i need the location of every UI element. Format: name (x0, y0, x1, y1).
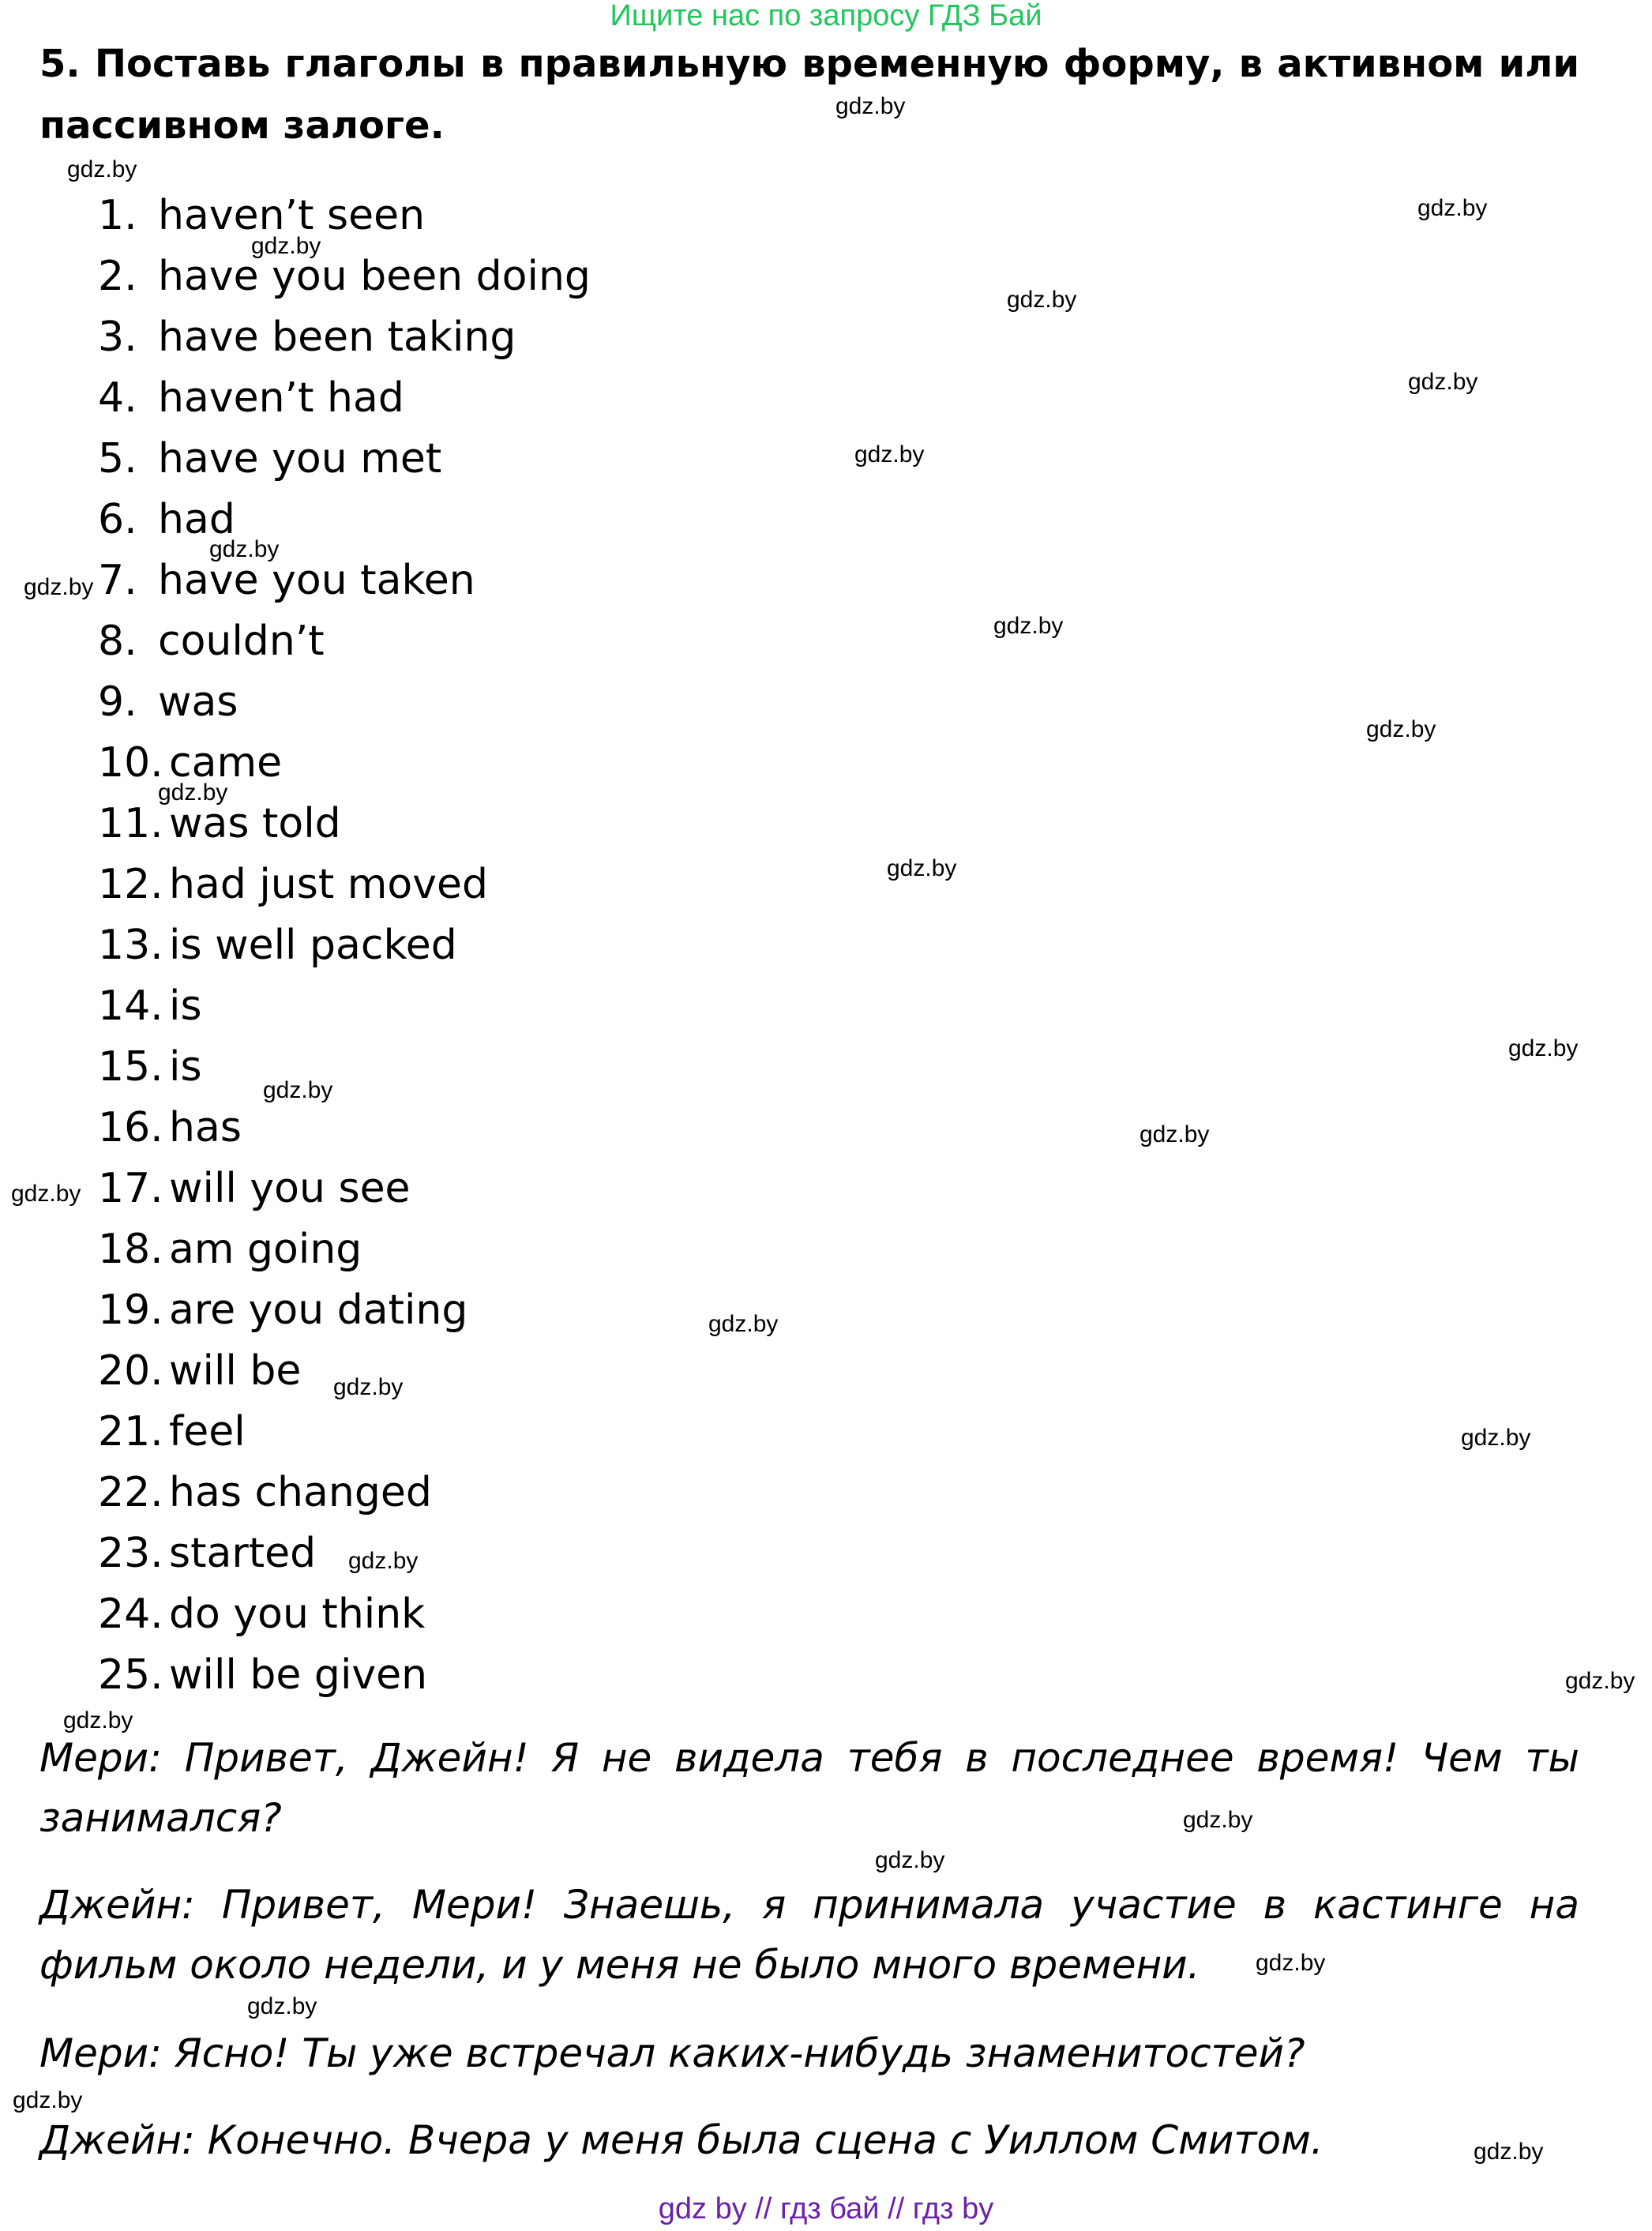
answer-text: had (158, 496, 235, 543)
answer-text: haven’t had (158, 374, 404, 422)
answer-item (98, 1098, 591, 1159)
watermark: gdz.by (251, 233, 321, 259)
watermark: gdz.by (1461, 1425, 1531, 1451)
answer-item (98, 672, 591, 733)
watermark: gdz.by (13, 2087, 83, 2113)
answer-number: 3. (98, 314, 137, 361)
answer-number: 8. (98, 618, 137, 665)
watermark: gdz.by (708, 1311, 779, 1337)
answer-item (98, 1402, 591, 1463)
watermark: gdz.by (1508, 1035, 1579, 1061)
answer-text: has (169, 1104, 242, 1151)
answer-text: have been taking (158, 314, 516, 361)
answer-text: have you been doing (158, 253, 591, 300)
answer-number: 23. (98, 1530, 163, 1577)
watermark: gdz.by (1474, 2139, 1544, 2165)
answer-number: 9. (98, 678, 137, 726)
watermark: gdz.by (158, 779, 228, 806)
answer-number: 4. (98, 374, 137, 422)
watermark: gdz.by (63, 1707, 133, 1733)
watermark: gdz.by (1256, 1950, 1326, 1976)
watermark: gdz.by (854, 441, 925, 468)
watermark: gdz.by (1408, 369, 1478, 395)
watermark: gdz.by (209, 536, 280, 562)
answer-item (98, 854, 591, 915)
watermark: gdz.by (993, 613, 1064, 639)
answer-item (98, 611, 591, 672)
watermark: gdz.by (67, 156, 137, 182)
watermark: gdz.by (1366, 716, 1436, 742)
answer-number: 25. (98, 1651, 163, 1699)
watermark: gdz.by (11, 1181, 81, 1207)
watermark: gdz.by (1417, 195, 1488, 221)
answer-text: are you dating (169, 1286, 468, 1334)
answer-number: 1. (98, 192, 137, 239)
answer-text: is well packed (169, 922, 457, 969)
answer-number: 19. (98, 1286, 163, 1334)
answer-text: have you met (158, 435, 442, 483)
answer-text: will be (169, 1347, 302, 1395)
watermark: gdz.by (247, 1993, 317, 2019)
answer-item (98, 1523, 591, 1584)
watermark: gdz.by (875, 1847, 945, 1873)
exercise-title: 5. Поставь глаголы в правильную временную форму, в активном или пассивном залоге. (39, 42, 1579, 148)
dialogue-line-mary-1: Мери: Привет, Джейн! Я не видела тебя в последнее время! Чем ты занимался? (39, 1735, 1579, 1841)
answer-text: is (169, 1043, 202, 1091)
watermark: gdz.by (333, 1374, 404, 1400)
answer-item (98, 915, 591, 976)
watermark: gdz.by (24, 574, 94, 600)
search-banner: Ищите нас по запросу ГДЗ Бай (610, 0, 1042, 32)
dialogue-line-jane-1: Джейн: Привет, Мери! Знаешь, я принимала участие в кастинге на фильм около недели, и у меня не было много времени. (39, 1882, 1579, 1988)
answer-item (98, 1219, 591, 1280)
answer-item (98, 1463, 591, 1523)
answer-item (98, 976, 591, 1037)
answer-text: came (169, 739, 283, 787)
watermark: gdz.by (1565, 1668, 1635, 1694)
answer-list (98, 186, 591, 1706)
answer-number: 11. (98, 800, 163, 847)
answer-item (98, 186, 591, 246)
answer-text: was told (169, 800, 341, 847)
answer-item (98, 1037, 591, 1098)
answer-number: 13. (98, 922, 163, 969)
watermark: gdz.by (1007, 287, 1077, 313)
dialogue-line-jane-2: Джейн: Конечно. Вчера у меня была сцена с Уиллом Смитом. (39, 2117, 1323, 2163)
answer-item (98, 1280, 591, 1341)
answer-item (98, 368, 591, 429)
dialogue-line-mary-2: Мери: Ясно! Ты уже встречал каких-нибудь знаменитостей? (39, 2030, 1305, 2076)
answer-item (98, 307, 591, 368)
watermark: gdz.by (1183, 1807, 1253, 1833)
answer-number: 7. (98, 557, 137, 604)
answer-item (98, 550, 591, 611)
answer-number: 12. (98, 861, 163, 908)
answer-item (98, 429, 591, 490)
answer-number: 18. (98, 1226, 163, 1273)
answer-number: 21. (98, 1408, 163, 1455)
answer-number: 24. (98, 1591, 163, 1638)
answer-item (98, 246, 591, 307)
answer-text: will you see (169, 1165, 411, 1212)
answer-text: had just moved (169, 861, 489, 908)
answer-text: feel (169, 1408, 246, 1455)
watermark: gdz.by (348, 1548, 419, 1574)
watermark: gdz.by (263, 1077, 333, 1103)
answer-number: 6. (98, 496, 137, 543)
answer-number: 20. (98, 1347, 163, 1395)
answer-item (98, 1645, 591, 1706)
answer-number: 16. (98, 1104, 163, 1151)
answer-item (98, 1584, 591, 1645)
answer-number: 2. (98, 253, 137, 300)
watermark: gdz.by (835, 93, 906, 119)
answer-text: will be given (169, 1651, 428, 1699)
answer-number: 17. (98, 1165, 163, 1212)
answer-text: started (169, 1530, 317, 1577)
answer-text: am going (169, 1226, 362, 1273)
answer-number: 14. (98, 982, 163, 1030)
answer-item (98, 1159, 591, 1219)
answer-text: do you think (169, 1591, 426, 1638)
answer-text: has changed (169, 1469, 432, 1516)
answer-text: couldn’t (158, 618, 325, 665)
answer-number: 22. (98, 1469, 163, 1516)
footer-links: gdz by // гдз бай // гдз by (658, 2192, 994, 2225)
answer-text: haven’t seen (158, 192, 426, 239)
answer-number: 10. (98, 739, 163, 787)
answer-number: 15. (98, 1043, 163, 1091)
watermark: gdz.by (887, 855, 957, 881)
answer-text: was (158, 678, 238, 726)
answer-number: 5. (98, 435, 137, 483)
answer-text: have you taken (158, 557, 475, 604)
answer-text: is (169, 982, 202, 1030)
answer-item (98, 490, 591, 550)
watermark: gdz.by (1140, 1121, 1210, 1147)
